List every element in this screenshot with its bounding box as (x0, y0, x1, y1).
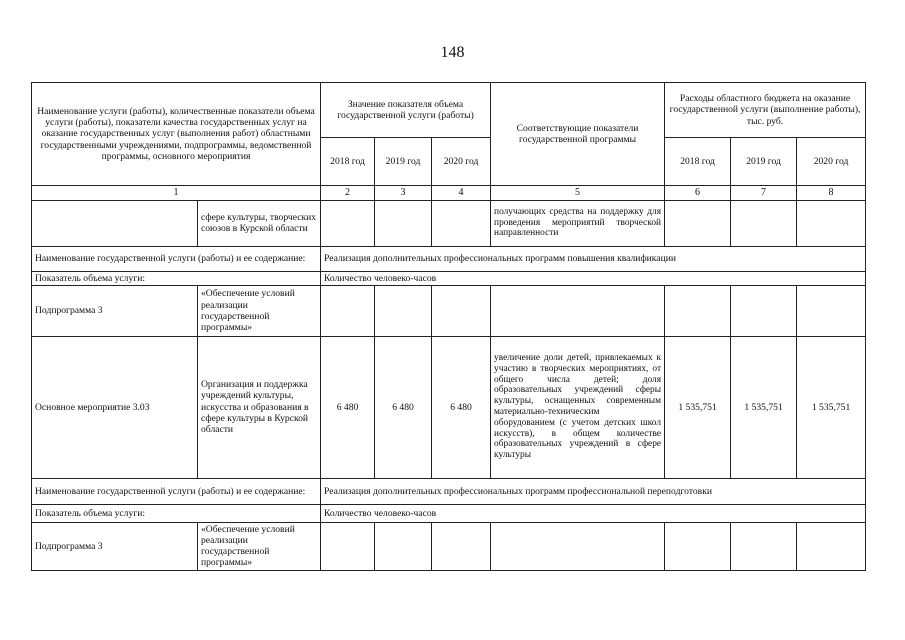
colnum-8: 8 (797, 186, 866, 201)
cont-row-desc: сфере культуры, творческих союзов в Курской области (198, 200, 321, 246)
main-measure-name: Основное мероприятие 3.03 (32, 336, 198, 478)
subprogram-desc: «Обеспечение условий реализации государственной программы» (198, 285, 321, 336)
header-indicators: Соответствующие показатели государственной программы (491, 83, 665, 186)
budget-table (31, 82, 866, 571)
main-expense-2020: 1 535,751 (797, 336, 866, 478)
service-label-2: Наименование государственной услуги (работы) и ее содержание: (32, 478, 321, 504)
main-expense-2018: 1 535,751 (665, 336, 731, 478)
header-year-2018: 2018 год (321, 138, 375, 186)
page-number: 148 (440, 44, 465, 61)
service-label: Наименование государственной услуги (работы) и ее содержание: (32, 246, 321, 271)
header-col1: Наименование услуги (работы), количественные показатели объема услуги (работы), показатели качества государственных услуг на оказание государственных услуг (выполнения работ) областными государственными учреждениями, подпрограммы, ведомственной программы, основного мероприятия (32, 83, 321, 186)
volume-label: Показатель объема услуги: (32, 271, 321, 285)
cont-row-indicator: получающих средства на поддержку для проведения мероприятий творческой направленности (491, 200, 665, 246)
main-expense-2019: 1 535,751 (731, 336, 797, 478)
subprogram-name: Подпрограмма 3 (32, 285, 198, 336)
colnum-4: 4 (432, 186, 491, 201)
main-value-2019: 6 480 (375, 336, 432, 478)
colnum-7: 7 (731, 186, 797, 201)
colnum-3: 3 (375, 186, 432, 201)
main-value-2020: 6 480 (432, 336, 491, 478)
cont-row-name (32, 200, 198, 246)
colnum-1: 1 (32, 186, 321, 201)
header-year-2020: 2020 год (432, 138, 491, 186)
header-exp-year-2019: 2019 год (731, 138, 797, 186)
header-value-group: Значение показателя объема государственной услуги (работы) (321, 83, 491, 138)
header-exp-year-2018: 2018 год (665, 138, 731, 186)
main-measure-desc: Организация и поддержка учреждений культуры, искусства и образования в сфере культуры в Курской области (198, 336, 321, 478)
volume-value: Количество человеко-часов (321, 271, 866, 285)
service-value-2: Реализация дополнительных профессиональных программ профессиональной переподготовки (321, 478, 866, 504)
volume-label-2: Показатель объема услуги: (32, 504, 321, 522)
subprogram-desc-2: «Обеспечение условий реализации государственной программы» (198, 522, 321, 570)
header-exp-year-2020: 2020 год (797, 138, 866, 186)
service-value: Реализация дополнительных профессиональных программ повышения квалификации (321, 246, 866, 271)
colnum-6: 6 (665, 186, 731, 201)
subprogram-name-2: Подпрограмма 3 (32, 522, 198, 570)
main-indicator: увеличение доли детей, привлекаемых к участию в творческих мероприятиях, от общего числа детей; доля образовательных учреждений сферы культуры, оснащенных современным материально-техническим оборудованием (с учетом детских школ искусств), в общем количестве образовательных учреждений в сфере культуры (491, 336, 665, 478)
colnum-2: 2 (321, 186, 375, 201)
main-value-2018: 6 480 (321, 336, 375, 478)
volume-value-2: Количество человеко-часов (321, 504, 866, 522)
header-year-2019: 2019 год (375, 138, 432, 186)
header-expenses-group: Расходы областного бюджета на оказание государственной услуги (выполнение работы), тыс. руб. (665, 83, 866, 138)
colnum-5: 5 (491, 186, 665, 201)
